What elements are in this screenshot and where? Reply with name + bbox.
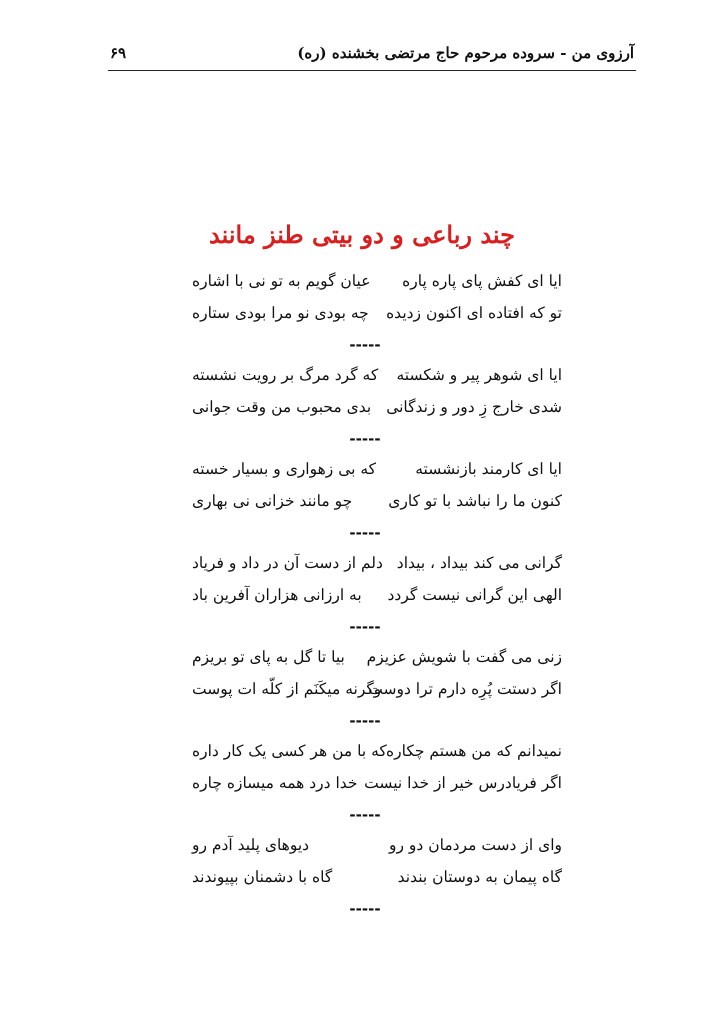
stanza-divider: ----- (349, 618, 381, 636)
verse-line (150, 832, 580, 864)
verse-left-hemistich: به ارزانی هزاران آفرین باد (192, 586, 362, 604)
verse-line (150, 676, 580, 708)
stanza (150, 644, 580, 738)
verse-right-hemistich: ایا ای کارمند بازنشسته (415, 460, 562, 478)
verse-line (150, 268, 580, 300)
page-header (108, 40, 636, 71)
stanza (150, 362, 580, 456)
section-title: چند رباعی و دو بیتی طنز مانند (208, 220, 516, 249)
verse-left-hemistich: عیان گویم به تو نی با اشاره (192, 272, 371, 290)
verse-right-hemistich: نمیدانم که من هستم چکاره (386, 742, 562, 760)
verse-line (150, 394, 580, 426)
verse-left-hemistich: چه بودی نو مرا بودی ستاره (192, 304, 369, 322)
verse-right-hemistich: گاه پیمان به دوستان بندند (397, 868, 562, 886)
verse-left-hemistich: دیوهای پلید آدم رو (192, 836, 310, 854)
verse-line (150, 738, 580, 770)
verse-left-hemistich: خدا درد همه میسازه چاره (192, 774, 358, 792)
verse-line (150, 362, 580, 394)
verse-line (150, 488, 580, 520)
page-number: ۶۹ (110, 44, 127, 62)
stanza-divider: ----- (349, 900, 381, 918)
poem-body (150, 268, 580, 926)
verse-right-hemistich: ایا ای کفش پای پاره پاره (402, 272, 562, 290)
verse-right-hemistich: اگر فریادرس خیر از خدا نیست (364, 774, 562, 792)
verse-line (150, 864, 580, 896)
verse-right-hemistich: ایا ای شوهر پیر و شکسته (396, 366, 562, 384)
verse-left-hemistich: بدی محبوب من وقت جوانی (192, 398, 372, 416)
verse-right-hemistich: گرانی می کند بیداد ، بیداد (396, 554, 562, 572)
verse-left-hemistich: که با من هر کسی یک کار داره (192, 742, 387, 760)
verse-line (150, 456, 580, 488)
verse-right-hemistich: زنی می گفت با شویش عزیزم (366, 648, 562, 666)
stanza (150, 550, 580, 644)
verse-left-hemistich: دلم از دست آن در داد و فریاد (192, 554, 383, 572)
stanza-divider: ----- (349, 430, 381, 448)
stanza-divider: ----- (349, 524, 381, 542)
stanza (150, 456, 580, 550)
verse-left-hemistich: بیا تا گل به پای تو بریزم (192, 648, 345, 666)
verse-right-hemistich: الهی این گرانی نیست گردد (387, 586, 562, 604)
verse-line (150, 582, 580, 614)
verse-right-hemistich: وای از دست مردمان دو رو (389, 836, 562, 854)
running-title: آرزوی من - سروده مرحوم حاج مرتضی بخشنده (ره) (297, 44, 634, 62)
stanza-divider: ----- (349, 712, 381, 730)
verse-right-hemistich: اگر دستت پُرِه دارم ترا دوست (368, 680, 562, 698)
stanza (150, 832, 580, 926)
verse-left-hemistich: گاه با دشمنان بپیوندند (192, 868, 333, 886)
verse-left-hemistich: وگرنه میکَنَم از کلّه ات پوست (192, 680, 382, 698)
verse-line (150, 770, 580, 802)
stanza (150, 268, 580, 362)
verse-left-hemistich: چو مانند خزانی نی بهاری (192, 492, 353, 510)
verse-right-hemistich: کنون ما را نباشد با تو کاری (388, 492, 562, 510)
stanza (150, 738, 580, 832)
verse-left-hemistich: که گرد مرگ بر رویت نشسته (192, 366, 379, 384)
stanza-divider: ----- (349, 336, 381, 354)
verse-line (150, 550, 580, 582)
verse-right-hemistich: شدی خارج زِ دور و زندگانی (386, 398, 562, 416)
verse-right-hemistich: تو که افتاده ای اکنون زدیده (386, 304, 562, 322)
stanza-divider: ----- (349, 806, 381, 824)
verse-line (150, 644, 580, 676)
verse-left-hemistich: که بی زهواری و بسیار خسته (192, 460, 377, 478)
verse-line (150, 300, 580, 332)
